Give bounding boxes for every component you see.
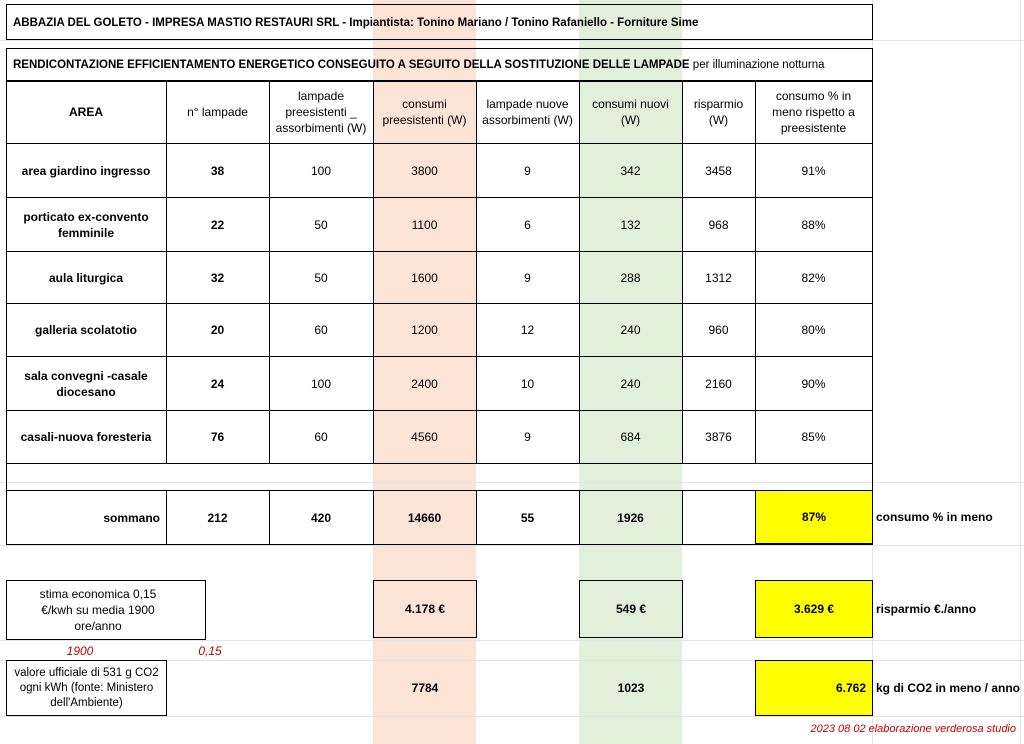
cell-consumi-nuovi: 132 (579, 198, 683, 252)
cell-nuove-w: 12 (476, 304, 580, 357)
totals-note: consumo % in meno (876, 510, 993, 524)
cell-pre-w: 100 (269, 357, 374, 411)
header-consumo-pct: consumo % in meno rispetto a preesistente (755, 81, 872, 144)
cell-n: 38 (166, 144, 270, 198)
footer-credit: 2023 08 02 elaborazione verderosa studio (810, 723, 1016, 735)
param-price: 0,15 (198, 644, 222, 658)
cell-consumi-nuovi: 684 (579, 411, 683, 464)
economic-saving-highlight: 3.629 € (755, 580, 873, 638)
cell-area: area giardino ingresso (6, 144, 167, 198)
cell-pct: 80% (755, 304, 872, 357)
cell-n: 20 (166, 304, 270, 357)
cell-nuove-w: 9 (476, 252, 580, 304)
cell-consumi-pre: 4560 (373, 411, 477, 464)
cell-pre-w: 60 (269, 411, 374, 464)
cell-area: porticato ex-convento femminile (6, 198, 167, 252)
economic-consumi-nuovi: 549 € (579, 580, 683, 638)
report-subtitle (6, 48, 873, 81)
cell-pct: 88% (755, 198, 872, 252)
cell-pct: 90% (755, 357, 872, 411)
subtitle-bold: RENDICONTAZIONE EFFICIENTAMENTO ENERGETICO CONSEGUITO A SEGUITO DELLA SOSTITUZIONE DELLE LAMPADE (13, 59, 690, 71)
cell-consumi-nuovi: 240 (579, 304, 683, 357)
header-consumi-nuovi: consumi nuovi (W) (579, 81, 683, 144)
header-risparmio: risparmio (W) (682, 81, 756, 144)
cell-risparmio: 960 (682, 304, 756, 357)
cell-pct: 91% (755, 144, 872, 198)
cell-consumi-pre: 2400 (373, 357, 477, 411)
cell-risparmio: 3876 (682, 411, 756, 464)
cell-area: aula liturgica (6, 252, 167, 304)
economic-consumi-pre: 4.178 € (373, 580, 477, 638)
cell-consumi-pre: 1200 (373, 304, 477, 357)
totals-consumi-nuovi: 1926 (579, 490, 683, 545)
cell-pre-w: 50 (269, 252, 374, 304)
cell-pre-w: 50 (269, 198, 374, 252)
cell-n: 24 (166, 357, 270, 411)
totals-pre-w: 420 (269, 490, 374, 545)
cell-n: 76 (166, 411, 270, 464)
cell-area: galleria scolatotio (6, 304, 167, 357)
cell-consumi-pre: 3800 (373, 144, 477, 198)
co2-note: kg di CO2 in meno / anno (876, 681, 1021, 695)
param-hours: 1900 (66, 644, 94, 658)
economic-label: stima economica 0,15 €/kwh su media 1900 ore/anno (39, 587, 157, 633)
co2-saving-highlight: 6.762 (755, 660, 873, 716)
header-lampade-nuove: lampade nuove assorbimenti (W) (476, 81, 580, 144)
header-lampade-preesistenti: lampade preesistenti _ assorbimenti (W) (269, 81, 374, 144)
cell-pct: 85% (755, 411, 872, 464)
page-title: ABBAZIA DEL GOLETO - IMPRESA MASTIO RESTAURI SRL - Impiantista: Tonino Mariano / Tonino Rafaniello - Forniture Sime (6, 4, 873, 40)
cell-pre-w: 60 (269, 304, 374, 357)
totals-nuove-w: 55 (476, 490, 580, 545)
cell-risparmio: 2160 (682, 357, 756, 411)
cell-area: casali-nuova foresteria (6, 411, 167, 464)
cell-risparmio: 1312 (682, 252, 756, 304)
cell-consumi-nuovi: 342 (579, 144, 683, 198)
totals-risparmio-empty (682, 490, 756, 545)
cell-risparmio: 968 (682, 198, 756, 252)
cell-risparmio: 3458 (682, 144, 756, 198)
subtitle-rest: per illuminazione notturna (689, 59, 825, 71)
cell-consumi-pre: 1100 (373, 198, 477, 252)
cell-consumi-nuovi: 240 (579, 357, 683, 411)
cell-nuove-w: 10 (476, 357, 580, 411)
cell-n: 22 (166, 198, 270, 252)
cell-pre-w: 100 (269, 144, 374, 198)
cell-area: sala convegni -casale diocesano (6, 357, 167, 411)
cell-pct: 82% (755, 252, 872, 304)
cell-n: 32 (166, 252, 270, 304)
co2-consumi-nuovi: 1023 (617, 681, 645, 695)
economic-note: risparmio €./anno (876, 602, 977, 616)
cell-nuove-w: 9 (476, 411, 580, 464)
totals-pct-highlight: 87% (755, 490, 873, 544)
totals-consumi-pre: 14660 (373, 490, 477, 545)
header-consumi-preesistenti: consumi preesistenti (W) (373, 81, 477, 144)
cell-consumi-nuovi: 288 (579, 252, 683, 304)
co2-label: valore ufficiale di 531 g CO2 ogni kWh (fonte: Ministero dell'Ambiente) (6, 660, 167, 716)
cell-consumi-pre: 1600 (373, 252, 477, 304)
cell-nuove-w: 9 (476, 144, 580, 198)
header-area: AREA (6, 81, 167, 144)
co2-consumi-pre: 7784 (411, 681, 439, 695)
totals-n: 212 (166, 490, 270, 545)
cell-nuove-w: 6 (476, 198, 580, 252)
header-n-lampade: n° lampade (166, 81, 270, 144)
totals-label: sommano (6, 490, 167, 545)
